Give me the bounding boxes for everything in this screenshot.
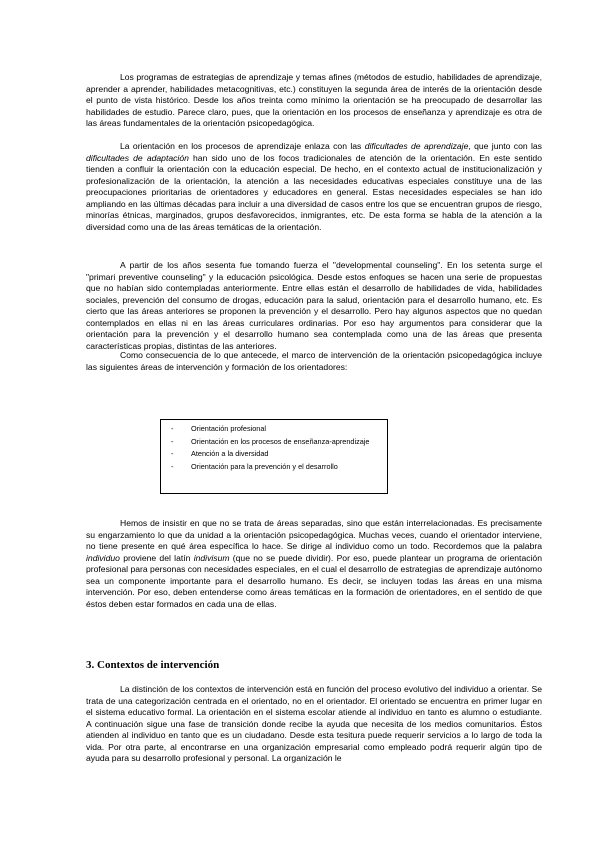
text-run: La orientación en los procesos de aprendizaje enlaza con las	[120, 141, 365, 151]
area-item-teaching-learning: - Orientación en los procesos de enseñanza-aprendizaje	[191, 437, 381, 447]
paragraph-interrelated-areas	[86, 518, 542, 610]
italic-term-learning-difficulties: dificultades de aprendizaje	[364, 141, 469, 151]
text-run: (que no se puede dividir). Por eso, puede plantear un programa de orientación profesional para personas con necesidades especiales, en el cual el desarrollo de estrategias de aprendizaje autónomo sea un componente importante para el desarrollo humano. Es decir, se incluyen todas las áreas en una misma intervención. Por eso, deben entenderse como áreas temáticas en la formación de orientadores, en el sentido de que éstos deben estar formados en cada una de ellas.	[86, 552, 542, 609]
paragraph-intervention-contexts: La distinción de los contextos de intervención está en función del proceso evolutivo del individuo a orientar. Se trata de una categorización centrada en el orientado, no en el orientador. El orientado se encuentra en primer lugar en el sistema educativo formal. La orientación en el sistema escolar atiende al individuo en tanto es alumno o estudiante. A continuación sigue una fase de transición donde recibe la ayuda que necesita de los medios comunitarios. Éstos atienden al individuo en tanto que es un ciudadano. Desde esta tesitura puede requerir servicios a lo largo de toda la vida. Por otra parte, al encontrarse en una organización empresarial como empleado podrá requerir algún tipo de ayuda para su desarrollo profesional y personal. La organización le	[86, 684, 542, 764]
text-run: proviene del latín	[119, 552, 194, 563]
areas-list-box	[160, 419, 388, 494]
paragraph-developmental-counseling: A partir de los años sesenta fue tomando fuerza el "developmental counseling". En los setenta surge el "primari preventive counseling" y la educación psicológica. Desde estos enfoques se hacen una serie de propuestas que no habían sido contempladas anteriormente. Entre ellas están el desarrollo de habilidades de vida, habilidades sociales, prevención del consumo de drogas, educación para la salud, orientación para el desarrollo humano, etc. Es cierto que las áreas anteriores se proponen la prevención y el desarrollo. Pero hay algunos aspectos que no quedan contemplados en ellas ni en las áreas curriculares ordinarias. Por eso hay argumentos para considerar que la orientación para la prevención y el desarrollo humano sea contemplada como una de las áreas que presenta características propias, distintas de las anteriores.	[86, 260, 542, 351]
italic-term-indivisum: indivisum	[193, 552, 230, 563]
areas-list	[161, 420, 387, 472]
text-run: Hemos de insistir en que no se trata de áreas separadas, sino que están interrelacionadas. Es precisamente su engarzamiento lo que da unidad a la orientación psicopedagógica. Muchas veces, cuando el orientador interviene, no tiene presente en qué área específica lo hace. Se dirige al individuo como un todo. Recordemos que la palabra	[86, 518, 542, 552]
area-item-prevention-development: - Orientación para la prevención y el desarrollo	[191, 462, 381, 472]
text-run: , que junto con las	[468, 141, 542, 151]
paragraph-intervention-framework: Como consecuencia de lo que antecede, el marco de intervención de la orientación psicopedagógica incluye las siguientes áreas de intervención y formación de los orientadores:	[86, 350, 542, 372]
italic-term-adaptation-difficulties: dificultades de adaptación	[86, 152, 189, 163]
text-run: han sido uno de los focos tradicionales de atención de la orientación. En este sentido tienden a confluir la orientación con la educación especial. De hecho, en el contexto actual de institucionalización y profesionalización de la orientación, la atención a las necesidades educativas especiales constituye una de las preocupaciones prioritarias de orientadores y educadores en general. Estas necesidades especiales se han ido ampliando en las últimas décadas para incluir a una diversidad de casos entre los que se encuentran grupos de riesgo, minorías étnicas, marginados, grupos desfavorecidos, inmigrantes, etc. De esta forma se habla de la atención a la diversidad como una de las áreas temáticas de la orientación.	[86, 152, 542, 232]
italic-term-individuo: individuo	[86, 552, 120, 563]
section-heading: 3. Contextos de intervención	[86, 659, 220, 671]
paragraph-learning-strategies: Los programas de estrategias de aprendizaje y temas afines (métodos de estudio, habilidades de aprendizaje, aprender a aprender, habilidades metacognitivas, etc.) constituyen la segunda área de interés de la orientación desde el punto de vista histórico. Desde los años treinta como mínimo la orientación se ha preocupado de desarrollar las habilidades de estudio. Parece claro, pues, que la orientación en los procesos de enseñanza y aprendizaje es otra de las áreas fundamentales de la orientación psicopedagógica.	[86, 72, 542, 129]
area-item-diversity: - Atención a la diversidad	[191, 449, 381, 459]
paragraph-learning-difficulties	[86, 141, 542, 233]
area-item-professional: - Orientación profesional	[191, 424, 381, 434]
